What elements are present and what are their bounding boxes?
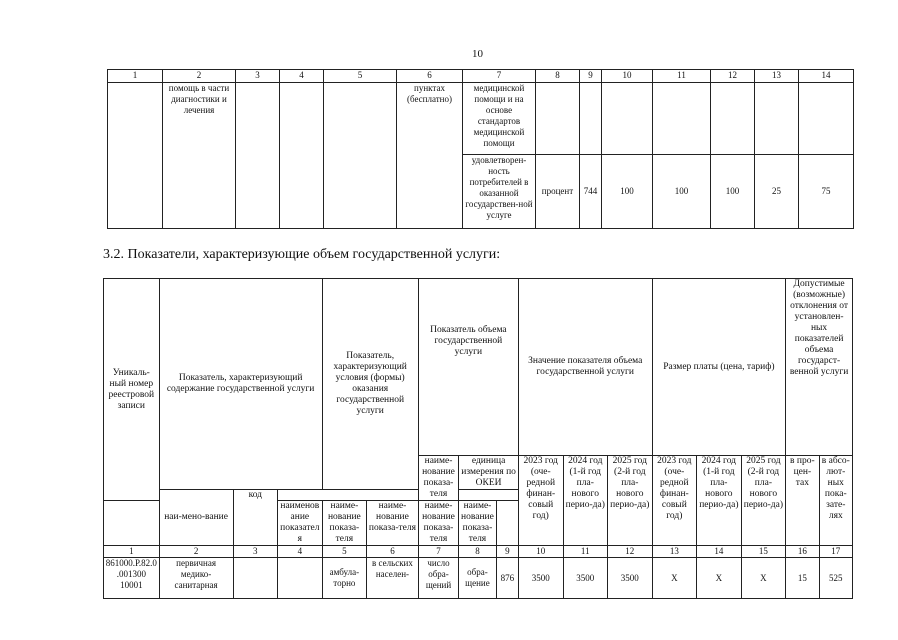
year-2024-header: 2024 год (1-й год пла-нового перио-да) bbox=[563, 456, 608, 546]
col-number: 9 bbox=[496, 546, 518, 558]
table-cell bbox=[536, 83, 580, 155]
indicator-name-header: наиме-нование показа-теля bbox=[418, 501, 458, 546]
fee-2025-header: 2025 год (2-й год пла-нового перио-да) bbox=[741, 456, 786, 546]
volume-value-header: Значение показателя объема государственной услуги bbox=[518, 279, 652, 456]
col-number: 16 bbox=[786, 546, 819, 558]
col-number: 2 bbox=[159, 546, 233, 558]
col-number: 12 bbox=[711, 70, 755, 83]
unique-number-header: Уникаль-ный номер реестровой записи bbox=[104, 279, 160, 501]
percent-header: в про-цен-тах bbox=[786, 456, 819, 546]
col-number: 7 bbox=[418, 546, 458, 558]
table-cell: Х bbox=[741, 558, 786, 599]
fee-header: Размер платы (цена, тариф) bbox=[652, 279, 786, 456]
col-number: 7 bbox=[463, 70, 536, 83]
col-number: 1 bbox=[104, 546, 160, 558]
table-cell bbox=[602, 83, 653, 155]
fee-2023-header: 2023 год (оче-редной финан-совый год) bbox=[652, 456, 697, 546]
deviation-header: Допустимые (возможные) отклонения от установлен-ных показателей объема государст-венной услуги bbox=[786, 279, 853, 456]
table-cell: 3500 bbox=[518, 558, 563, 599]
table-cell: в сельских населен- bbox=[367, 558, 419, 599]
col-number: 5 bbox=[324, 70, 397, 83]
column-number-row bbox=[104, 546, 853, 558]
table-cell: медицинской помощи и на основе стандартов медицинской помощи bbox=[463, 83, 536, 155]
empty-header-cell bbox=[496, 501, 518, 546]
col-number: 6 bbox=[397, 70, 463, 83]
table-cell bbox=[653, 83, 711, 155]
column-number-row bbox=[108, 70, 854, 83]
table-cell bbox=[324, 83, 397, 229]
table-cell bbox=[278, 558, 323, 599]
table-cell: 3500 bbox=[608, 558, 653, 599]
unit-name-header: наи-мено-вание bbox=[159, 490, 233, 546]
table-cell bbox=[711, 83, 755, 155]
table-row bbox=[108, 83, 854, 155]
indicator-name-header: наиме-нование показа-теля bbox=[322, 501, 367, 546]
services-quality-table-continuation bbox=[107, 69, 854, 229]
indicator-name-header: наиме-нование показа-теля bbox=[367, 501, 419, 546]
table-cell: число обра-щений bbox=[418, 558, 458, 599]
col-number: 4 bbox=[280, 70, 324, 83]
table-cell: 861000.Р.82.0.001300 10001 bbox=[104, 558, 160, 599]
table-cell: процент bbox=[536, 155, 580, 229]
table-row bbox=[104, 558, 853, 599]
col-number: 10 bbox=[602, 70, 653, 83]
table-cell bbox=[108, 83, 163, 229]
unit-code-header: код bbox=[233, 490, 278, 546]
table-cell bbox=[233, 558, 278, 599]
absolute-header: в абсо-лют-ных пока-зате-лях bbox=[819, 456, 852, 546]
table-cell bbox=[755, 83, 799, 155]
col-number: 14 bbox=[697, 546, 742, 558]
table-cell: первичная медико-санитарная bbox=[159, 558, 233, 599]
table-cell: 15 bbox=[786, 558, 819, 599]
col-number: 2 bbox=[163, 70, 236, 83]
table-cell: Х bbox=[697, 558, 742, 599]
table-cell: 876 bbox=[496, 558, 518, 599]
page-number: 10 bbox=[472, 48, 483, 60]
table-cell: 25 bbox=[755, 155, 799, 229]
col-number: 3 bbox=[236, 70, 280, 83]
table-cell bbox=[236, 83, 280, 229]
year-2025-header: 2025 год (2-й год пла-нового перио-да) bbox=[608, 456, 653, 546]
col-number: 11 bbox=[563, 546, 608, 558]
col-number: 10 bbox=[518, 546, 563, 558]
table-cell: 100 bbox=[602, 155, 653, 229]
table-cell: удовлетворен-ность потребителей в оказанной государствен-ной услуге bbox=[463, 155, 536, 229]
section-heading: 3.2. Показатели, характеризующие объем государственной услуги: bbox=[103, 247, 501, 262]
table-cell: Х bbox=[652, 558, 697, 599]
col-number: 4 bbox=[278, 546, 323, 558]
indicator-name-header: наименование показателя bbox=[278, 501, 323, 546]
table-cell bbox=[799, 83, 854, 155]
col-number: 15 bbox=[741, 546, 786, 558]
col-number: 3 bbox=[233, 546, 278, 558]
volume-indicator-header: Показатель объема государственной услуги bbox=[418, 279, 518, 456]
table-cell: 100 bbox=[653, 155, 711, 229]
service-volume-table bbox=[103, 278, 853, 599]
col-number: 11 bbox=[653, 70, 711, 83]
col-number: 13 bbox=[755, 70, 799, 83]
table-cell: обра-щение bbox=[459, 558, 496, 599]
table-cell: 100 bbox=[711, 155, 755, 229]
col-number: 1 bbox=[108, 70, 163, 83]
col-number: 14 bbox=[799, 70, 854, 83]
col-number: 17 bbox=[819, 546, 852, 558]
table-cell: амбула-торно bbox=[322, 558, 367, 599]
table-cell bbox=[580, 83, 602, 155]
col-number: 8 bbox=[536, 70, 580, 83]
header-row bbox=[104, 279, 853, 456]
col-number: 13 bbox=[652, 546, 697, 558]
table-cell: 3500 bbox=[563, 558, 608, 599]
unit-header: единица измерения по ОКЕИ bbox=[459, 456, 519, 490]
col-number: 9 bbox=[580, 70, 602, 83]
col-number: 5 bbox=[322, 546, 367, 558]
table-cell: 744 bbox=[580, 155, 602, 229]
col-number: 12 bbox=[608, 546, 653, 558]
table-cell bbox=[280, 83, 324, 229]
empty-header-cell bbox=[104, 501, 160, 546]
fee-2024-header: 2024 год (1-й год пла-нового перио-да) bbox=[697, 456, 742, 546]
col-number: 6 bbox=[367, 546, 419, 558]
conditions-indicator-header: Показатель, характеризующий условия (формы) оказания государственной услуги bbox=[322, 279, 418, 490]
table-cell: помощь в части диагностики и лечения bbox=[163, 83, 236, 229]
year-2023-header: 2023 год (оче-редной финан-совый год) bbox=[518, 456, 563, 546]
volume-name-header: наиме-нование показа-теля bbox=[418, 456, 458, 501]
table-cell: 75 bbox=[799, 155, 854, 229]
content-indicator-header: Показатель, характеризующий содержание государственной услуги bbox=[159, 279, 322, 490]
indicator-name-header: наиме-нование показа-теля bbox=[459, 501, 496, 546]
col-number: 8 bbox=[459, 546, 496, 558]
table-cell: пунктах (бесплатно) bbox=[397, 83, 463, 229]
table-cell: 525 bbox=[819, 558, 852, 599]
